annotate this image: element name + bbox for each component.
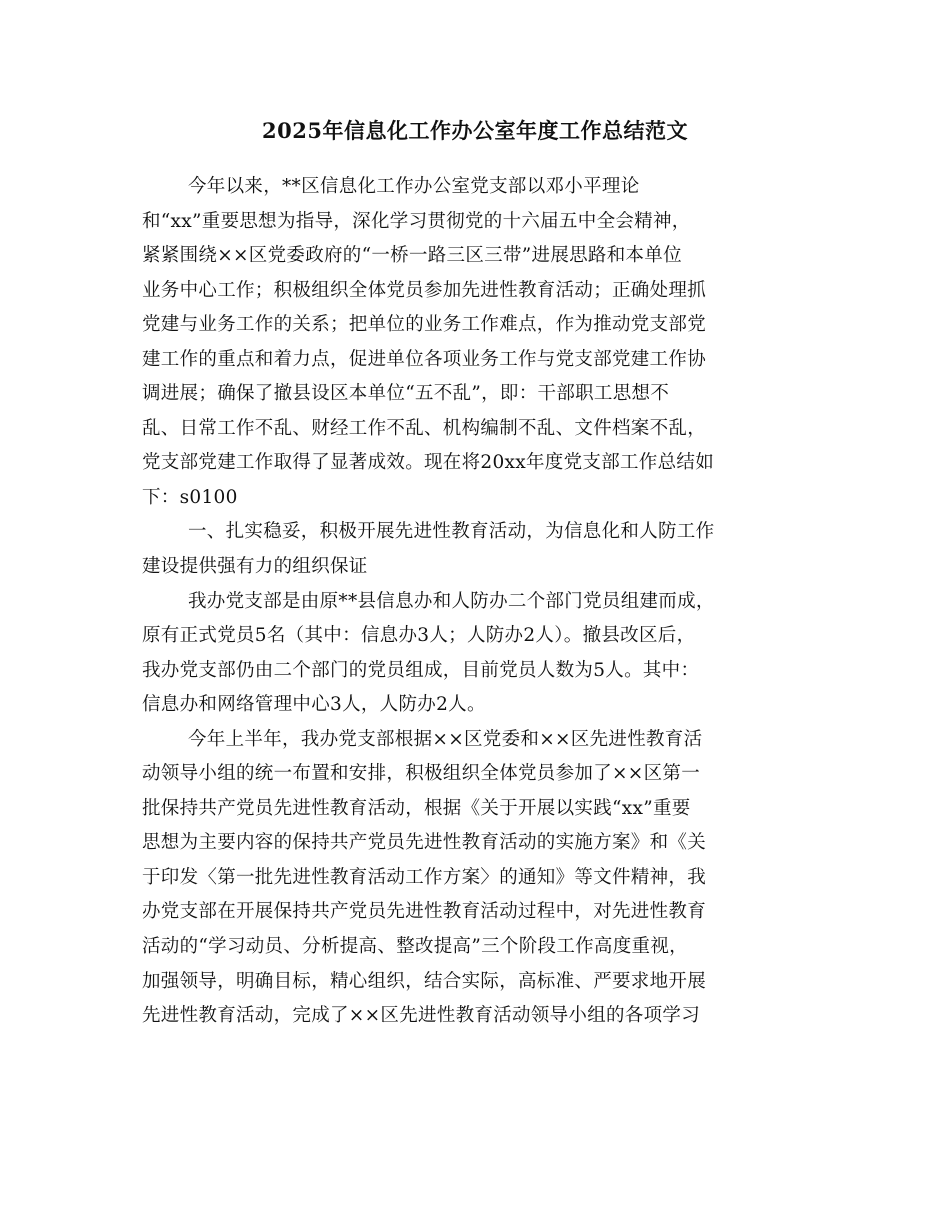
body-line: 先进性教育活动，完成了××区先进性教育活动领导小组的各项学习: [142, 1005, 701, 1027]
section-heading-line: 建设提供强有力的组织保证: [142, 556, 368, 578]
body-line: 和“xx”重要思想为指导，深化学习贯彻党的十六届五中全会精神，: [142, 210, 691, 232]
body-line: 办党支部在开展保持共产党员先进性教育活动过程中，对先进性教育: [142, 901, 707, 923]
body-line: 今年上半年，我办党支部根据××区党委和××区先进性教育活: [188, 728, 703, 750]
body-line: 党支部党建工作取得了显著成效。现在将20xx年度党支部工作总结如: [142, 452, 715, 474]
body-line: 我办党支部仍由二个部门的党员组成，目前党员人数为5人。其中：: [142, 659, 700, 681]
body-line: 下：s0100: [142, 486, 238, 508]
body-line: 调进展；确保了撤县设区本单位“五不乱”，即：干部职工思想不: [142, 383, 670, 405]
document-body: [142, 170, 807, 1034]
section-heading-line: 一、扎实稳妥，积极开展先进性教育活动，为信息化和人防工作: [188, 521, 715, 543]
body-line: 思想为主要内容的保持共产党员先进性教育活动的实施方案》和《关: [142, 832, 707, 854]
body-line: 党建与业务工作的关系；把单位的业务工作难点，作为推动党支部党: [142, 314, 707, 336]
body-line: 原有正式党员5名（其中：信息办3人；人防办2人）。撤县改区后，: [142, 625, 696, 647]
body-line: 建工作的重点和着力点，促进单位各项业务工作与党支部党建工作协: [142, 348, 707, 370]
document-title: 2025年信息化工作办公室年度工作总结范文: [262, 118, 688, 143]
body-line: 加强领导，明确目标，精心组织，结合实际，高标准、严要求地开展: [142, 970, 707, 992]
body-line: 今年以来，**区信息化工作办公室党支部以邓小平理论: [188, 176, 640, 197]
body-line: 批保持共产党员先进性教育活动，根据《关于开展以实践“xx”重要: [142, 797, 691, 819]
body-line: 于印发〈第一批先进性教育活动工作方案〉的通知》等文件精神，我: [142, 866, 707, 888]
body-line: 信息办和网络管理中心3人，人防办2人。: [142, 694, 486, 716]
body-line: 业务中心工作；积极组织全体党员参加先进性教育活动；正确处理抓: [142, 279, 707, 301]
body-line: 动领导小组的统一布置和安排，积极组织全体党员参加了××区第一: [142, 763, 701, 785]
body-line: 乱、日常工作不乱、财经工作不乱、机构编制不乱、文件档案不乱，: [142, 417, 707, 439]
body-line: 我办党支部是由原**县信息办和人防办二个部门党员组建而成，: [188, 590, 715, 612]
body-line: 紧紧围绕××区党委政府的“一桥一路三区三带”进展思路和本单位: [142, 245, 682, 267]
body-line: 活动的“学习动员、分析提高、整改提高”三个阶段工作高度重视，: [142, 936, 688, 958]
